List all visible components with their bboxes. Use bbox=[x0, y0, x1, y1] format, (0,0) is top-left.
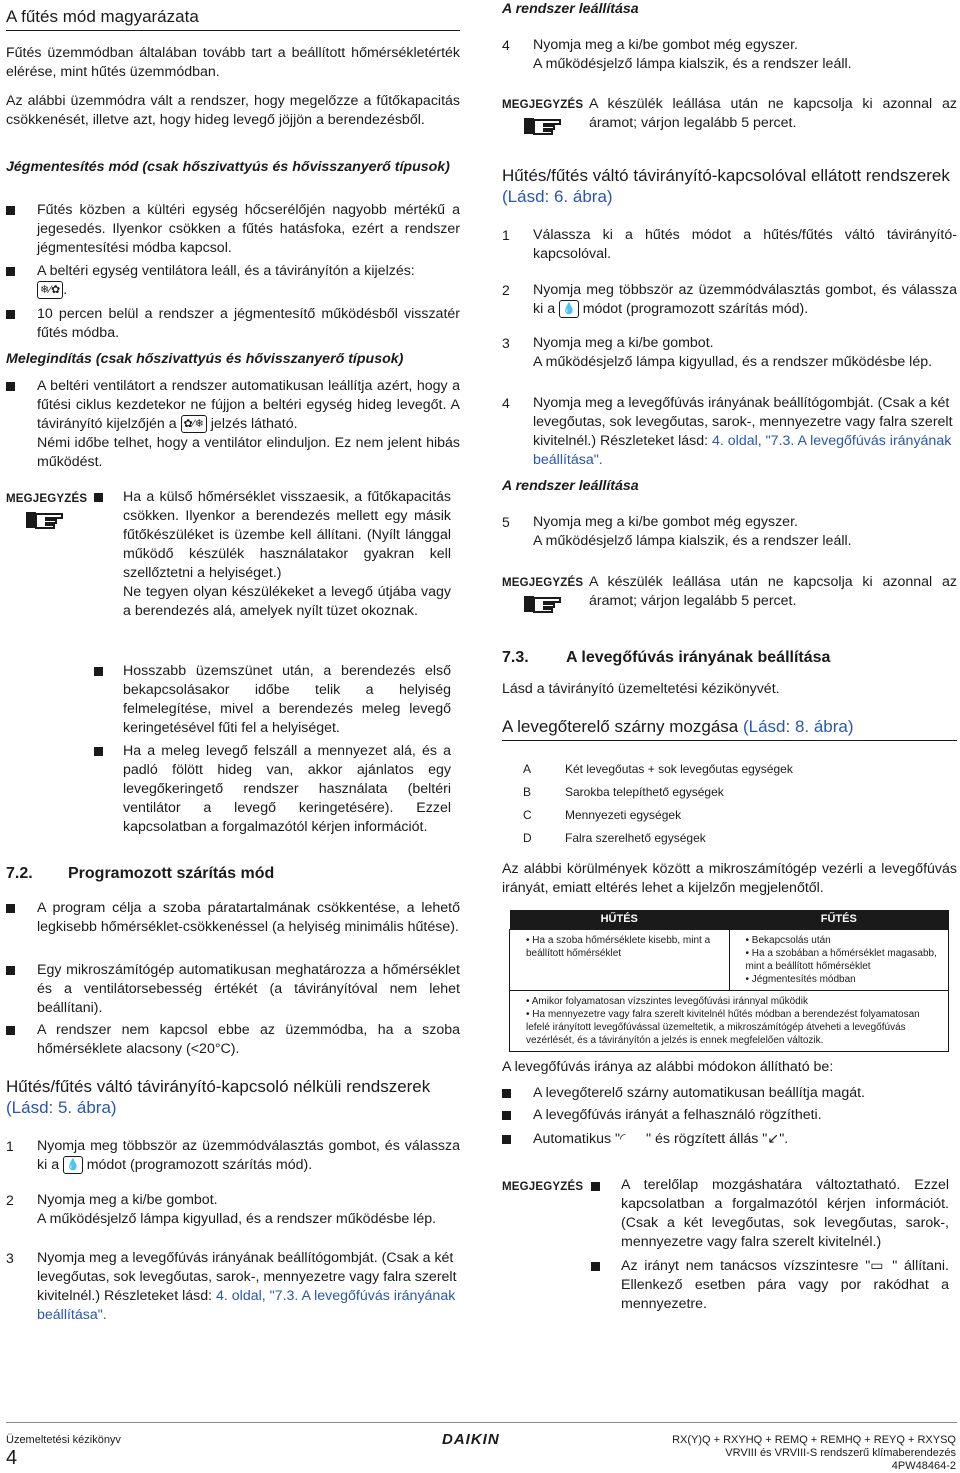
hotstart-heading: Melegindítás (csak hőszivattyús és hővisszanyerő típusok) bbox=[6, 351, 404, 367]
switch-heading: Hűtés/fűtés váltó távirányító-kapcsolóval ellátott rendszerek (Lásd: 6. ábra) bbox=[502, 166, 950, 206]
step-number: 2 bbox=[502, 282, 510, 298]
page-number: 4 bbox=[6, 1447, 18, 1469]
note-bullet-1: Ha a külső hőmérséklet visszaesik, a fűtőkapacitás csökken. Ilyenkor a berendezés mellett egy másik fűtőkészüléket is üzembe kell állítani. (Nyílt lánggal működő készülék használatakor gyakran kell szellőztetni a helyiséget.) Ne tegyen olyan készülékeket a levegő útjába vagy a berendezés alá, amelyek nyílt tüzet okoznak. bbox=[123, 489, 451, 619]
step-2: Nyomja meg a ki/be gombot. A működésjelző lámpa kigyullad, és a rendszer működésbe lép. bbox=[37, 1192, 437, 1227]
paragraph: Az alábbi körülmények között a mikroszámítógép vezérli a levegőfúvás irányát, emiatt eltérés lehet a kijelzőn megjelenőtől. bbox=[502, 861, 957, 896]
paragraph: Az alábbi üzemmódra vált a rendszer, hogy megelőzze a fűtőkapacitás csökkenését, illetve azt, hogy hideg levegő jöjjön a berendezésből. bbox=[6, 93, 460, 128]
switch-step-1: Válassza ki a hűtés módot a hűtés/fűtés váltó távirányító-kapcsolóval. bbox=[533, 227, 957, 262]
step-number: 4 bbox=[502, 37, 510, 53]
bullet bbox=[591, 1262, 600, 1271]
defrost-fan-display-icon: ❄⁄✿ bbox=[37, 281, 63, 299]
bullet bbox=[502, 1089, 511, 1098]
dry-bullet-1: A program célja a szoba páratartalmának csökkentése, a lehető legkisebb hőmérséklet-csökkenéssel (a helyiség minimális hűtése). bbox=[37, 900, 460, 935]
conditions-table bbox=[509, 910, 949, 1052]
note-label: MEGJEGYZÉS bbox=[502, 99, 584, 111]
dir-bullet-2: A levegőfúvás irányát a felhasználó rögzítheti. bbox=[533, 1107, 822, 1123]
legend-item: A Két levegőutas + sok levegőutas egységek bbox=[523, 762, 793, 776]
dir-bullet-3: Automatikus "◜ " és rögzített állás "↙". bbox=[533, 1131, 789, 1147]
bullet bbox=[6, 206, 15, 215]
switch-step-2: Nyomja meg többször az üzemmódválasztás gombot, és válassza ki a 💧 módot (programozott szárítás mód). bbox=[533, 282, 957, 317]
section-title: Programozott szárítás mód bbox=[68, 865, 275, 882]
note-bullet-2: Az irányt nem tanácsos vízszintesre "▭ " állítani. Ellenkező esetben pára vagy por rakódhat a mennyezetre. bbox=[621, 1258, 949, 1312]
step-number: 5 bbox=[502, 514, 510, 530]
section-number: 7.2. bbox=[6, 865, 33, 882]
step-number: 1 bbox=[6, 1138, 14, 1154]
legend-item: B Sarokba telepíthető egységek bbox=[523, 785, 724, 799]
bullet bbox=[94, 747, 103, 756]
note-text: A készülék leállása után ne kapcsolja ki azonnal az áramot; várjon legalább 5 percet. bbox=[589, 574, 957, 609]
daikin-logo: DAIKIN bbox=[442, 1431, 500, 1448]
table-header: FŰTÉS bbox=[729, 910, 949, 930]
bullet bbox=[6, 1026, 15, 1035]
dry-bullet-3: A rendszer nem kapcsol ebbe az üzemmódba, ha a szoba hőmérséklete alacsony (<20°C). bbox=[37, 1022, 460, 1057]
table-cell: • Bekapcsolás után • Ha a szobában a hőmérséklet magasabb, mint a beállított hőmérséklet • Jégmentesítés módban bbox=[729, 930, 949, 991]
paragraph: Lásd a távirányító üzemeltetési kézikönyvét. bbox=[502, 681, 780, 697]
note-text: A készülék leállása után ne kapcsolja ki azonnal az áramot; várjon legalább 5 percet. bbox=[589, 96, 957, 131]
bullet bbox=[502, 1111, 511, 1120]
defrost-bullet-1: Fűtés közben a kültéri egység hőcserélőjén nagyobb mértékű a jegesedés. Ilyenkor csökken a fűtés hatásfoka, ezért a rendszer jégmentesítési módba kapcsol. bbox=[37, 202, 460, 256]
legend-list bbox=[523, 758, 793, 850]
note-label: MEGJEGYZÉS bbox=[502, 1181, 584, 1193]
legend-item: C Mennyezeti egységek bbox=[523, 808, 682, 822]
defrost-heading: Jégmentesítés mód (csak hőszivattyús és hővisszanyerő típusok) bbox=[6, 159, 450, 175]
step-number: 1 bbox=[502, 227, 510, 243]
title-rule bbox=[6, 30, 460, 31]
dry-bullet-2: Egy mikroszámítógép automatikusan meghatározza a hőmérséklet és a ventilátorsebesség értékét (a távirányítóval nem lehet beállítani). bbox=[37, 962, 460, 1016]
dry-mode-icon: 💧 bbox=[63, 1156, 83, 1174]
section-title: A levegőfúvás irányának beállítása bbox=[566, 649, 831, 666]
flap-heading: A levegőterelő szárny mozgása (Lásd: 8. ábra) bbox=[502, 717, 854, 736]
note-label: MEGJEGYZÉS bbox=[6, 493, 88, 505]
step-3-link[interactable]: 4. oldal, "7.3. A levegőfúvás irányának beállítása". bbox=[37, 1288, 456, 1323]
bullet bbox=[6, 382, 15, 391]
step-number: 3 bbox=[502, 335, 510, 351]
step-number: 2 bbox=[6, 1192, 14, 1208]
table-header: HŰTÉS bbox=[510, 910, 730, 930]
note-bullet-1: A terelőlap mozgáshatára változtatható. Ezzel kapcsolatban a forgalmazótól kérjen információt. (Csak a két levegőutas, sok levegőutas, sarok-, mennyezetre vagy falra szerelt kivitelnél.) bbox=[621, 1177, 949, 1250]
step-3: Nyomja meg a levegőfúvás irányának beállítógombját. (Csak a két levegőutas, sok levegőutas, sarok-, mennyezetre vagy falra szerelt kivitelnél.) Részleteket lásd: 4. oldal, "7.3. A levegőfúvás irányának beállítása". bbox=[37, 1250, 457, 1323]
bullet bbox=[94, 493, 103, 502]
table-cell: • Amikor folyamatosan vízszintes levegőfúvási iránnyal működik • Ha mennyezetre vagy falra szerelt kivitelnél hűtés módban a berendezést folyamatosan lefelé irányított levegőfúvással üzemeltetik, a mikroszámítógép átveheti a levegőfúvás vezérlését, és a távirányítón a jelzés is ennek megfelelően változik. bbox=[510, 991, 949, 1052]
stop-heading: A rendszer leállítása bbox=[502, 1, 639, 17]
defrost-bullet-2: A beltéri egység ventilátora leáll, és a távirányítón a kijelzés: ❄⁄✿ . bbox=[37, 263, 415, 298]
horizontal-flap-icon: ▭ bbox=[870, 1258, 884, 1274]
step-4-link[interactable]: 4. oldal, "7.3. A levegőfúvás irányának beállítása". bbox=[533, 433, 952, 468]
heading-rule bbox=[502, 740, 957, 741]
section-number: 7.3. bbox=[502, 649, 529, 666]
bullet bbox=[6, 904, 15, 913]
table-cell: • Ha a szoba hőmérséklete kisebb, mint a beállított hőmérséklet bbox=[510, 930, 730, 991]
bullet bbox=[6, 966, 15, 975]
footer-models: RX(Y)Q + RXYHQ + REMQ + REMHQ + REYQ + RXYSQ VRVIII és VRVIII-S rendszerű klímaberendezés 4PW48464-2 bbox=[672, 1434, 956, 1472]
legend-item: D Falra szerelhető egységek bbox=[523, 831, 706, 845]
footer-rule bbox=[6, 1422, 957, 1423]
pointing-hand-icon bbox=[522, 114, 562, 138]
defrost-bullet-3: 10 percen belül a rendszer a jégmentesítő működésből visszatér fűtés módba. bbox=[37, 306, 460, 341]
section-title: A fűtés mód magyarázata bbox=[6, 7, 199, 26]
step-number: 3 bbox=[6, 1250, 14, 1266]
switch-step-4: Nyomja meg a levegőfúvás irányának beállítógombját. (Csak a két levegőutas, sok levegőutas, sarok-, mennyezetre vagy falra szerelt kivitelnél.) Részleteket lásd: 4. oldal, "7.3. A levegőfúvás irányának beállítása". bbox=[533, 395, 953, 468]
stop-step: Nyomja meg a ki/be gombot még egyszer. A működésjelző lámpa kialszik, és a rendszer leáll. bbox=[533, 514, 852, 549]
stop-heading: A rendszer leállítása bbox=[502, 478, 639, 494]
bullet bbox=[94, 667, 103, 676]
paragraph: Fűtés üzemmódban általában tovább tart a beállított hőmérsékletérték elérése, mint hűtés üzemmódban. bbox=[6, 45, 460, 80]
note-bullet-2: Hosszabb üzemszünet után, a berendezés első bekapcsolásakor időbe telik a helyiség felmelegítése, mivel a berendezés meleg levegő keringetésével fűti fel a helyiséget. bbox=[123, 663, 451, 736]
fixed-flap-icon: ↙ bbox=[767, 1131, 780, 1147]
hotstart-bullet: A beltéri ventilátort a rendszer automatikusan leállítja azért, hogy a fűtési ciklus kezdetekor ne fújjon a beltéri egység hideg levegőt. A távirányító kijelzőjén a ✿⁄❄ jelzés látható. Némi időbe telhet, hogy a ventilátor elinduljon. Ez nem jelent hibás működést. bbox=[37, 378, 460, 470]
footer-doc-name: Üzemeltetési kézikönyv bbox=[6, 1434, 121, 1446]
dry-mode-icon: 💧 bbox=[559, 300, 579, 318]
paragraph: A levegőfúvás iránya az alábbi módokon állítható be: bbox=[502, 1059, 834, 1075]
fan-display-icon: ✿⁄❄ bbox=[181, 415, 207, 433]
switch-step-3: Nyomja meg a ki/be gombot. A működésjelző lámpa kigyullad, és a rendszer működésbe lép. bbox=[533, 335, 933, 370]
note-label: MEGJEGYZÉS bbox=[502, 577, 584, 589]
step-number: 4 bbox=[502, 395, 510, 411]
pointing-hand-icon bbox=[522, 592, 562, 616]
note-bullet-3: Ha a meleg levegő felszáll a mennyezet alá, és a padló fölött hideg van, akkor ajánlatos egy levegőkeringető rendszer használata (beltéri ventilátor a levegő keringetésére). Ezzel kapcsolatban a forgalmazótól kérjen információt. bbox=[123, 743, 451, 835]
bullet bbox=[6, 267, 15, 276]
dir-bullet-1: A levegőterelő szárny automatikusan beállítja magát. bbox=[533, 1085, 866, 1101]
swing-arc-icon: ◜ bbox=[620, 1131, 626, 1147]
bullet bbox=[502, 1135, 511, 1144]
stop-step: Nyomja meg a ki/be gombot még egyszer. A működésjelző lámpa kialszik, és a rendszer leáll. bbox=[533, 37, 852, 72]
step-1: Nyomja meg többször az üzemmódválasztás gombot, és válassza ki a 💧 módot (programozott szárítás mód). bbox=[37, 1138, 460, 1173]
bullet bbox=[591, 1182, 600, 1191]
pointing-hand-icon bbox=[24, 508, 64, 532]
bullet bbox=[6, 310, 15, 319]
no-switch-heading: Hűtés/fűtés váltó távirányító-kapcsoló nélküli rendszerek (Lásd: 5. ábra) bbox=[6, 1077, 431, 1117]
